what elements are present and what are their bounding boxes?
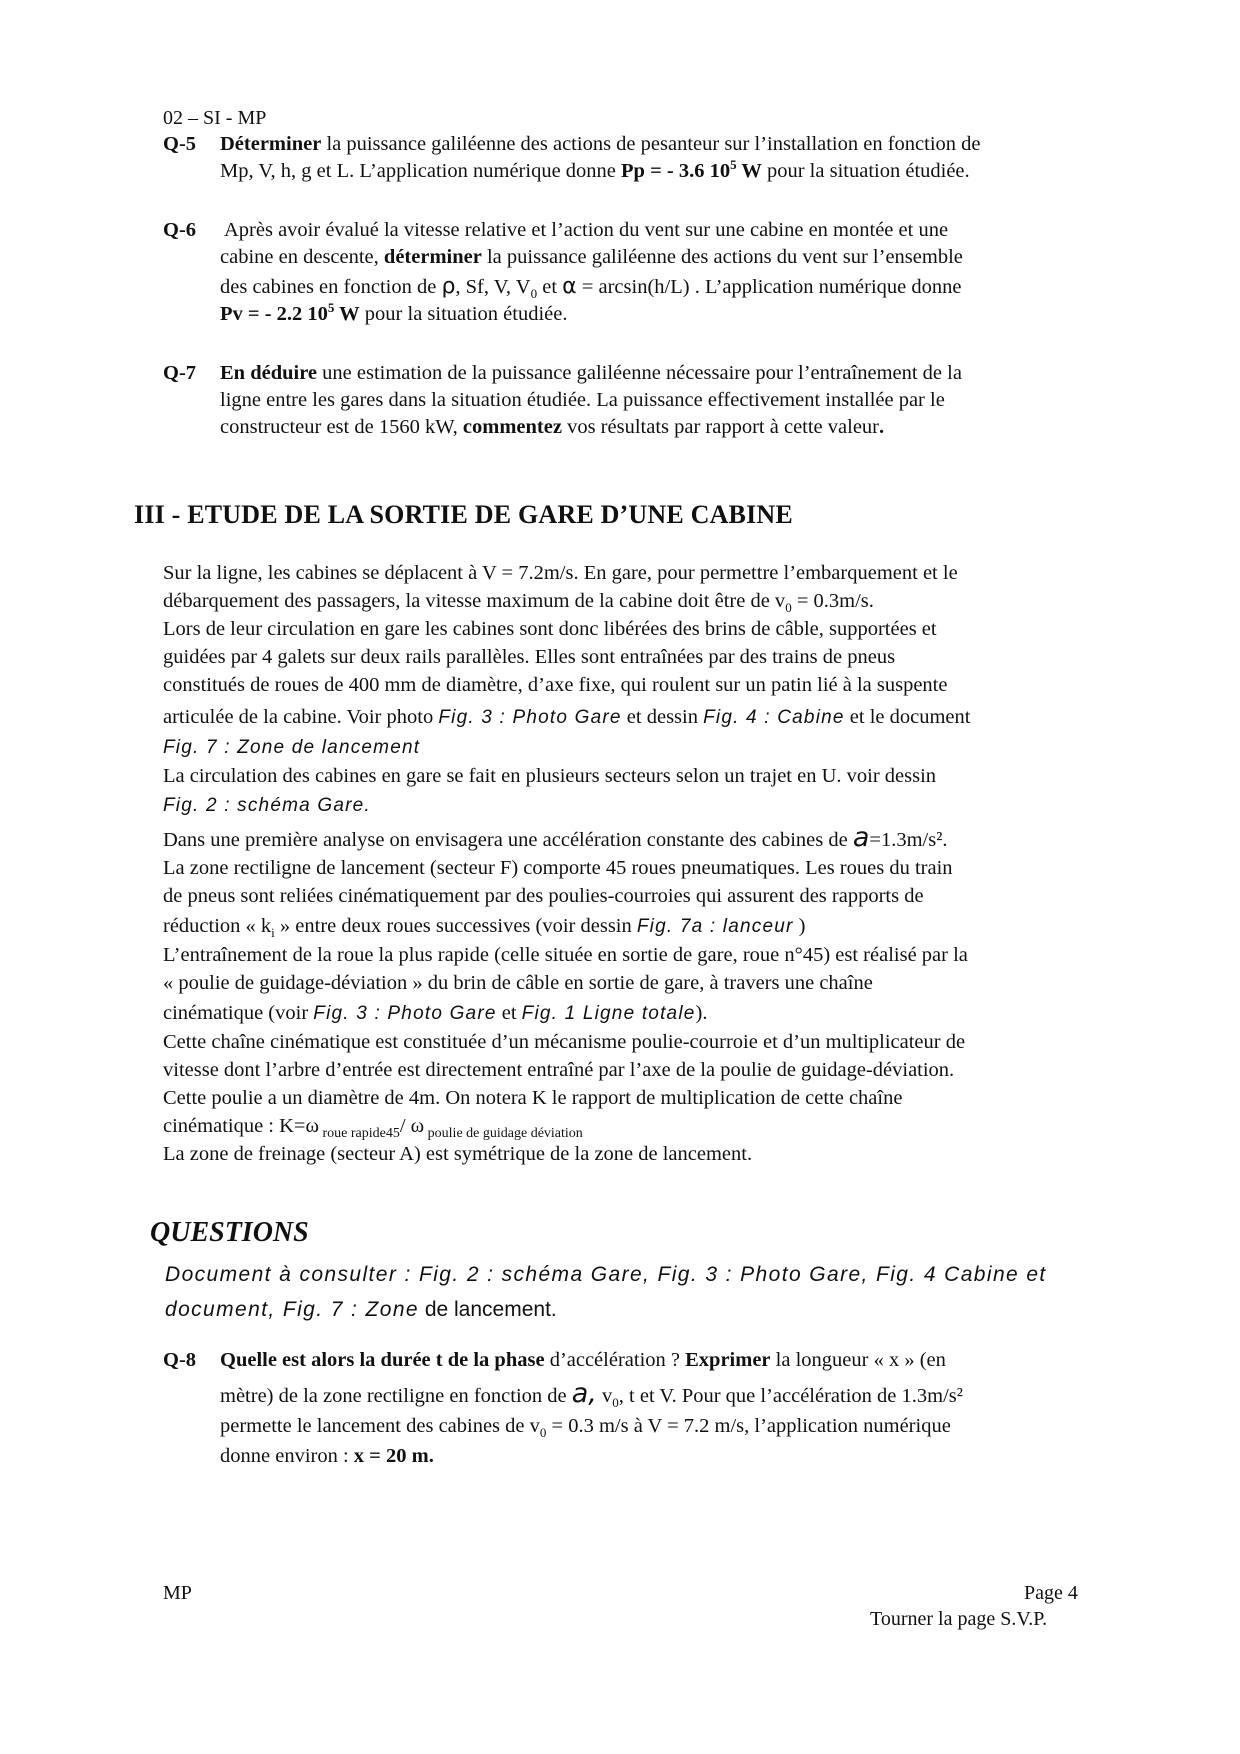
question-number: Q-6 [163,219,197,241]
question-text: ligne entre les gares dans la situation étudiée. La puissance effectivement installée par le [220,389,945,411]
page-number: Page 4 [1024,1582,1078,1604]
body-line: réduction « $k_i$ » entre deux roues successives (voir dessin Fig. 7a : lanceur ) [163,915,806,941]
figure-reference: Fig. 1 Ligne totale [521,1003,696,1024]
documents-to-consult [165,1257,1125,1327]
body-line: Cette chaîne cinématique est constituée d’un mécanisme poulie-courroie et d’un multiplicateur de [163,1031,966,1053]
header-code: 02 – SI - MP [163,107,267,129]
question-number: Q-8 [163,1349,197,1371]
body-line: « poulie de guidage-déviation » du brin de câble en sortie de gare, à travers une chaîne [163,972,873,994]
question-text: constructeur est de 1560 kW, [220,416,463,438]
body-line: Sur la ligne, les cabines se déplacent à V = 7.2m/s. En gare, pour permettre l’embarquement et le [163,562,958,584]
question-title: Quelle est alors la durée t de la phase [220,1349,545,1371]
body-line: La zone de freinage (secteur A) est symétrique de la zone de lancement. [163,1143,753,1165]
question-text: une estimation de la puissance galiléenne nécessaire pour l’entraînement de la [317,362,962,384]
question-verb: déterminer [383,246,482,268]
question-q7: Q-7 En déduire une estimation de la puissance galiléenne nécessaire pour l’entraînement de la ligne entre les gares dans la situation étudiée. La puissance effectivement installée par le constructeur est de 1560 kW, commentez vos résultats par rapport à cette valeur. [163,362,962,438]
body-line: débarquement des passagers, la vitesse maximum de la cabine doit être de $v_0 = 0.3m/s$. [163,590,874,616]
question-text: Mp, V, h, g et L. L’application numérique donne [220,160,622,182]
body-line: La zone rectiligne de lancement (secteur F) comporte 45 roues pneumatiques. Les roues du train [163,857,953,879]
body-line: Cette poulie a un diamètre de 4m. On notera K le rapport de multiplication de cette chaîne [163,1087,903,1109]
body-line: constitués de roues de 400 mm de diamètre, d’axe fixe, qui roulent sur un patin lié à la suspente [163,674,948,696]
body-paragraph [163,559,1123,1168]
body-line: La circulation des cabines en gare se fait en plusieurs secteurs selon un trajet en U. voir dessin [163,765,937,787]
question-text: pour la situation étudiée. [359,303,568,325]
body-line: cinématique : K=ω $_{roue rapide45}$/ ω $_{poulie de guidage déviation}$ [163,1115,583,1142]
figure-reference: Fig. 4 : Cabine [703,707,845,728]
body-line: L’entraînement de la roue la plus rapide (celle située en sortie de gare, roue n°45) est réalisé par la [163,944,968,966]
numeric-result: Pv = - 2.2 $10^5$ W [220,300,360,325]
body-line: de pneus sont reliées cinématiquement par des poulies-courroies qui assurent des rapports de [163,885,924,907]
figure-reference: Fig. 3 : Photo Gare [438,707,622,728]
question-verb: commentez [462,416,562,438]
acceleration-symbol: a, [571,1378,597,1409]
turn-page-note: Tourner la page S.V.P. [870,1608,1048,1630]
questions-heading: QUESTIONS [150,1217,309,1248]
body-line: Dans une première analyse on envisagera une accélération constante des cabines de a=1.3m/s². [163,822,948,853]
question-verb: En déduire [220,362,318,384]
figure-reference: Fig. 3 : Photo Gare [313,1003,497,1024]
rho-symbol: ρ [441,274,456,299]
question-text: la puissance galiléenne des actions de pesanteur sur l’installation en fonction de [321,133,981,155]
numeric-result: Pp = - 3.6 $10^5$ W [621,157,762,182]
body-line: cinématique (voir Fig. 3 : Photo Gare et Fig. 1 Ligne totale). [163,1002,708,1024]
numeric-result: x = 20 m [353,1445,429,1467]
question-text: Après avoir évalué la vitesse relative et l’action du vent sur une cabine en montée et une [220,219,949,241]
figure-reference: Fig. 7 : Zone de lancement [163,737,421,758]
footer-left: MP [163,1582,192,1604]
body-line: Lors de leur circulation en gare les cabines sont donc libérées des brins de câble, supportées et [163,618,937,640]
body-line: guidées par 4 galets sur deux rails parallèles. Elles sont entraînées par des trains de pneus [163,646,896,668]
figure-reference: Fig. 2 : schéma Gare. [163,795,371,816]
question-text: pour la situation étudiée. [761,160,970,182]
question-number: Q-5 [163,133,197,155]
question-number: Q-7 [163,362,197,384]
question-text: cabine en descente, [220,246,384,268]
section-title: III - ETUDE DE LA SORTIE DE GARE D’UNE CABINE [134,500,793,529]
alpha-symbol: α [562,274,577,299]
question-verb: Exprimer [685,1349,771,1371]
doc-reference-line: Document à consulter : Fig. 2 : schéma Gare, Fig. 3 : Photo Gare, Fig. 4 Cabine et [165,1263,1047,1286]
acceleration-symbol: a [852,822,870,853]
body-line: articulée de la cabine. Voir photo Fig. 3 : Photo Gare et dessin Fig. 4 : Cabine et le document [163,706,971,728]
question-verb: Déterminer [220,133,322,155]
question-q6: Q-6 Après avoir évalué la vitesse relative et l’action du vent sur une cabine en montée et une cabine en descente, déterminer la puissance galiléenne des actions du vent sur l’ensemble des cabines en fonction de ρ, Sf, V, $V_0$ et α = arcsin(h/L) . L’application numérique donne Pv = - 2.2 $10^5$ W pour la situation étudiée. [163,219,963,325]
doc-reference-line: document, Fig. 7 : Zone de lancement. [165,1298,557,1321]
question-text: la puissance galiléenne des actions du vent sur l’ensemble [481,246,963,268]
question-q5 [163,131,1124,185]
question-text: des cabines en fonction de [220,276,442,298]
figure-reference: Fig. 7a : lanceur [636,916,794,937]
question-q8: Q-8 Quelle est alors la durée t de la phase d’accélération ? Exprimer la longueur « x » (en mètre) de la zone rectiligne en fonction de a, $v_0$, t et V. Pour que l’accélération de 1.3m/s² permette le lancement des cabines de $v_0 = 0.3$ m/s à V = 7.2 m/s, l’application numérique donne environ : x = 20 m. [163,1345,1124,1471]
body-line: vitesse dont l’arbre d’entrée est directement entraîné par l’axe de la poulie de guidage-déviation. [163,1059,955,1081]
